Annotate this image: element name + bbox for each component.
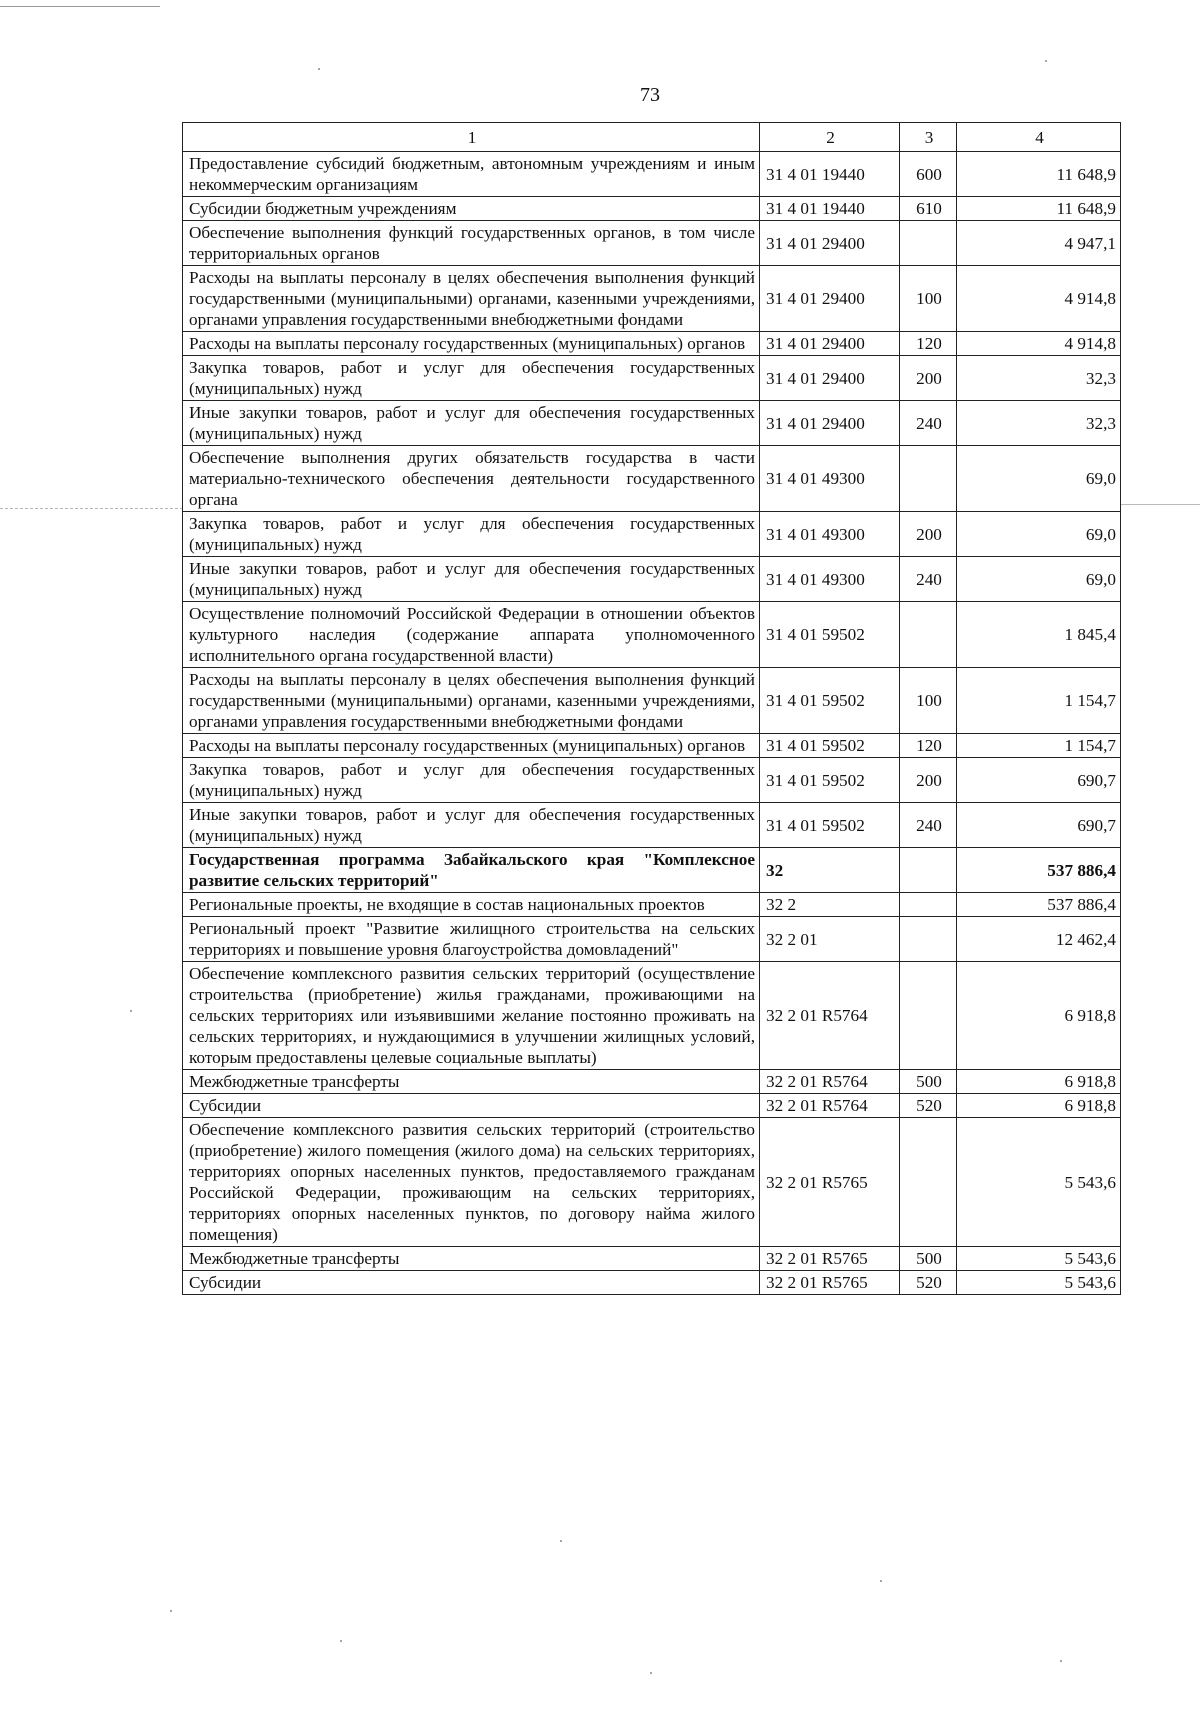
row-amount-cell: 4 914,8 bbox=[957, 332, 1121, 356]
table-row bbox=[183, 557, 1121, 602]
table-row bbox=[183, 1271, 1121, 1295]
row-code-cell: 32 2 01 R5764 bbox=[760, 1070, 900, 1094]
header-col-2: 2 bbox=[760, 123, 900, 152]
row-type-cell: 240 bbox=[900, 803, 957, 848]
row-name-cell: Государственная программа Забайкальского края "Комплексное развитие сельских территорий" bbox=[183, 848, 760, 893]
header-col-3: 3 bbox=[900, 123, 957, 152]
row-amount-cell: 6 918,8 bbox=[957, 1094, 1121, 1118]
row-type-cell bbox=[900, 446, 957, 512]
row-code-cell: 32 2 01 R5764 bbox=[760, 962, 900, 1070]
row-code-cell: 32 2 01 R5765 bbox=[760, 1118, 900, 1247]
row-amount-cell: 5 543,6 bbox=[957, 1247, 1121, 1271]
page-number: 73 bbox=[640, 84, 660, 106]
table-row bbox=[183, 401, 1121, 446]
table-row bbox=[183, 803, 1121, 848]
table-row bbox=[183, 734, 1121, 758]
row-name-cell: Обеспечение выполнения других обязательств государства в части материально-технического обеспечения деятельности государственного органа bbox=[183, 446, 760, 512]
scan-speck bbox=[130, 1010, 132, 1012]
row-code-cell: 31 4 01 29400 bbox=[760, 332, 900, 356]
table-row bbox=[183, 917, 1121, 962]
row-type-cell: 100 bbox=[900, 668, 957, 734]
row-type-cell bbox=[900, 917, 957, 962]
row-code-cell: 31 4 01 29400 bbox=[760, 221, 900, 266]
row-amount-cell: 690,7 bbox=[957, 758, 1121, 803]
row-name-cell: Субсидии bbox=[183, 1271, 760, 1295]
row-type-cell: 120 bbox=[900, 332, 957, 356]
row-amount-cell: 5 543,6 bbox=[957, 1271, 1121, 1295]
row-type-cell: 500 bbox=[900, 1247, 957, 1271]
row-type-cell: 520 bbox=[900, 1271, 957, 1295]
row-amount-cell: 4 947,1 bbox=[957, 221, 1121, 266]
row-name-cell: Иные закупки товаров, работ и услуг для обеспечения государственных (муниципальных) нужд bbox=[183, 557, 760, 602]
row-name-cell: Субсидии bbox=[183, 1094, 760, 1118]
row-type-cell: 610 bbox=[900, 197, 957, 221]
row-type-cell: 520 bbox=[900, 1094, 957, 1118]
table-row bbox=[183, 197, 1121, 221]
row-code-cell: 32 2 01 R5764 bbox=[760, 1094, 900, 1118]
table-row bbox=[183, 1247, 1121, 1271]
scan-speck bbox=[170, 1610, 172, 1612]
row-type-cell: 240 bbox=[900, 557, 957, 602]
row-amount-cell: 12 462,4 bbox=[957, 917, 1121, 962]
scan-speck bbox=[650, 1672, 652, 1674]
table-row bbox=[183, 962, 1121, 1070]
scan-speck bbox=[1060, 1660, 1062, 1662]
table-row bbox=[183, 758, 1121, 803]
row-code-cell: 31 4 01 59502 bbox=[760, 668, 900, 734]
table-row bbox=[183, 602, 1121, 668]
row-code-cell: 32 2 bbox=[760, 893, 900, 917]
row-code-cell: 31 4 01 29400 bbox=[760, 266, 900, 332]
row-name-cell: Региональный проект "Развитие жилищного строительства на сельских территориях и повышение уровня благоустройства домовладений" bbox=[183, 917, 760, 962]
scan-speck bbox=[340, 1640, 342, 1642]
row-name-cell: Иные закупки товаров, работ и услуг для обеспечения государственных (муниципальных) нужд bbox=[183, 803, 760, 848]
scan-artifact-line-right bbox=[1120, 504, 1200, 505]
table-row bbox=[183, 893, 1121, 917]
row-amount-cell: 32,3 bbox=[957, 401, 1121, 446]
scan-top-rule bbox=[0, 6, 160, 7]
row-name-cell: Межбюджетные трансферты bbox=[183, 1070, 760, 1094]
table-row bbox=[183, 152, 1121, 197]
scan-artifact-line-left bbox=[0, 508, 183, 509]
row-code-cell: 31 4 01 59502 bbox=[760, 758, 900, 803]
row-type-cell: 100 bbox=[900, 266, 957, 332]
row-name-cell: Субсидии бюджетным учреждениям bbox=[183, 197, 760, 221]
row-type-cell bbox=[900, 1118, 957, 1247]
row-type-cell: 240 bbox=[900, 401, 957, 446]
row-name-cell: Расходы на выплаты персоналу государственных (муниципальных) органов bbox=[183, 734, 760, 758]
row-code-cell: 31 4 01 59502 bbox=[760, 602, 900, 668]
row-code-cell: 31 4 01 29400 bbox=[760, 401, 900, 446]
scan-speck bbox=[318, 68, 320, 70]
row-name-cell: Осуществление полномочий Российской Федерации в отношении объектов культурного наследия (содержание аппарата уполномоченного исполнительного органа государственной власти) bbox=[183, 602, 760, 668]
row-type-cell bbox=[900, 221, 957, 266]
row-name-cell: Закупка товаров, работ и услуг для обеспечения государственных (муниципальных) нужд bbox=[183, 758, 760, 803]
row-amount-cell: 69,0 bbox=[957, 446, 1121, 512]
row-amount-cell: 537 886,4 bbox=[957, 848, 1121, 893]
row-code-cell: 32 2 01 bbox=[760, 917, 900, 962]
row-type-cell: 200 bbox=[900, 512, 957, 557]
row-code-cell: 31 4 01 49300 bbox=[760, 557, 900, 602]
row-amount-cell: 69,0 bbox=[957, 512, 1121, 557]
row-amount-cell: 6 918,8 bbox=[957, 1070, 1121, 1094]
row-code-cell: 32 bbox=[760, 848, 900, 893]
table-row bbox=[183, 1070, 1121, 1094]
row-amount-cell: 1 845,4 bbox=[957, 602, 1121, 668]
row-type-cell bbox=[900, 893, 957, 917]
row-code-cell: 31 4 01 29400 bbox=[760, 356, 900, 401]
row-type-cell: 600 bbox=[900, 152, 957, 197]
row-name-cell: Предоставление субсидий бюджетным, автономным учреждениям и иным некоммерческим организациям bbox=[183, 152, 760, 197]
table-row bbox=[183, 1118, 1121, 1247]
row-amount-cell: 537 886,4 bbox=[957, 893, 1121, 917]
row-amount-cell: 1 154,7 bbox=[957, 734, 1121, 758]
row-name-cell: Расходы на выплаты персоналу в целях обеспечения выполнения функций государственными (муниципальными) органами, казенными учреждениями, органами управления государственными внебюджетными фондами bbox=[183, 668, 760, 734]
row-amount-cell: 32,3 bbox=[957, 356, 1121, 401]
row-code-cell: 32 2 01 R5765 bbox=[760, 1271, 900, 1295]
row-name-cell: Обеспечение выполнения функций государственных органов, в том числе территориальных органов bbox=[183, 221, 760, 266]
row-amount-cell: 69,0 bbox=[957, 557, 1121, 602]
scan-speck bbox=[560, 1540, 562, 1542]
row-amount-cell: 1 154,7 bbox=[957, 668, 1121, 734]
row-amount-cell: 4 914,8 bbox=[957, 266, 1121, 332]
row-name-cell: Расходы на выплаты персоналу в целях обеспечения выполнения функций государственными (муниципальными) органами, казенными учреждениями, органами управления государственными внебюджетными фондами bbox=[183, 266, 760, 332]
row-type-cell: 200 bbox=[900, 356, 957, 401]
row-type-cell: 200 bbox=[900, 758, 957, 803]
row-name-cell: Расходы на выплаты персоналу государственных (муниципальных) органов bbox=[183, 332, 760, 356]
row-name-cell: Закупка товаров, работ и услуг для обеспечения государственных (муниципальных) нужд bbox=[183, 356, 760, 401]
scan-speck bbox=[1045, 60, 1047, 62]
row-type-cell bbox=[900, 848, 957, 893]
row-type-cell: 120 bbox=[900, 734, 957, 758]
table-row bbox=[183, 332, 1121, 356]
row-amount-cell: 11 648,9 bbox=[957, 152, 1121, 197]
row-code-cell: 31 4 01 59502 bbox=[760, 734, 900, 758]
table-row bbox=[183, 512, 1121, 557]
row-name-cell: Обеспечение комплексного развития сельских территорий (осуществление строительства (приобретение) жилья гражданами, проживающими на сельских территориях или изъявившими желание постоянно проживать на сельских территориях, и нуждающимися в улучшении жилищных условий, которым предоставлены целевые социальные выплаты) bbox=[183, 962, 760, 1070]
row-amount-cell: 6 918,8 bbox=[957, 962, 1121, 1070]
budget-table bbox=[182, 122, 1121, 1295]
row-code-cell: 31 4 01 49300 bbox=[760, 512, 900, 557]
row-name-cell: Иные закупки товаров, работ и услуг для обеспечения государственных (муниципальных) нужд bbox=[183, 401, 760, 446]
row-code-cell: 32 2 01 R5765 bbox=[760, 1247, 900, 1271]
row-code-cell: 31 4 01 19440 bbox=[760, 197, 900, 221]
row-name-cell: Обеспечение комплексного развития сельских территорий (строительство (приобретение) жилого помещения (жилого дома) на сельских территориях, территориях опорных населенных пунктов, предоставляемого гражданам Российской Федерации, проживающим на сельских территориях, территориях опорных населенных пунктов, по договору найма жилого помещения) bbox=[183, 1118, 760, 1247]
table-row bbox=[183, 668, 1121, 734]
table-row bbox=[183, 446, 1121, 512]
row-name-cell: Межбюджетные трансферты bbox=[183, 1247, 760, 1271]
row-type-cell: 500 bbox=[900, 1070, 957, 1094]
table-row bbox=[183, 266, 1121, 332]
table-row bbox=[183, 221, 1121, 266]
row-code-cell: 31 4 01 19440 bbox=[760, 152, 900, 197]
row-amount-cell: 690,7 bbox=[957, 803, 1121, 848]
row-name-cell: Закупка товаров, работ и услуг для обеспечения государственных (муниципальных) нужд bbox=[183, 512, 760, 557]
table-body bbox=[183, 152, 1121, 1295]
table-row bbox=[183, 1094, 1121, 1118]
row-name-cell: Региональные проекты, не входящие в состав национальных проектов bbox=[183, 893, 760, 917]
table-row bbox=[183, 356, 1121, 401]
table-row bbox=[183, 848, 1121, 893]
header-col-1: 1 bbox=[183, 123, 760, 152]
row-code-cell: 31 4 01 59502 bbox=[760, 803, 900, 848]
row-code-cell: 31 4 01 49300 bbox=[760, 446, 900, 512]
scan-speck bbox=[880, 1580, 882, 1582]
row-amount-cell: 5 543,6 bbox=[957, 1118, 1121, 1247]
row-type-cell bbox=[900, 962, 957, 1070]
header-col-4: 4 bbox=[957, 123, 1121, 152]
table-header-row bbox=[183, 123, 1121, 152]
row-type-cell bbox=[900, 602, 957, 668]
row-amount-cell: 11 648,9 bbox=[957, 197, 1121, 221]
